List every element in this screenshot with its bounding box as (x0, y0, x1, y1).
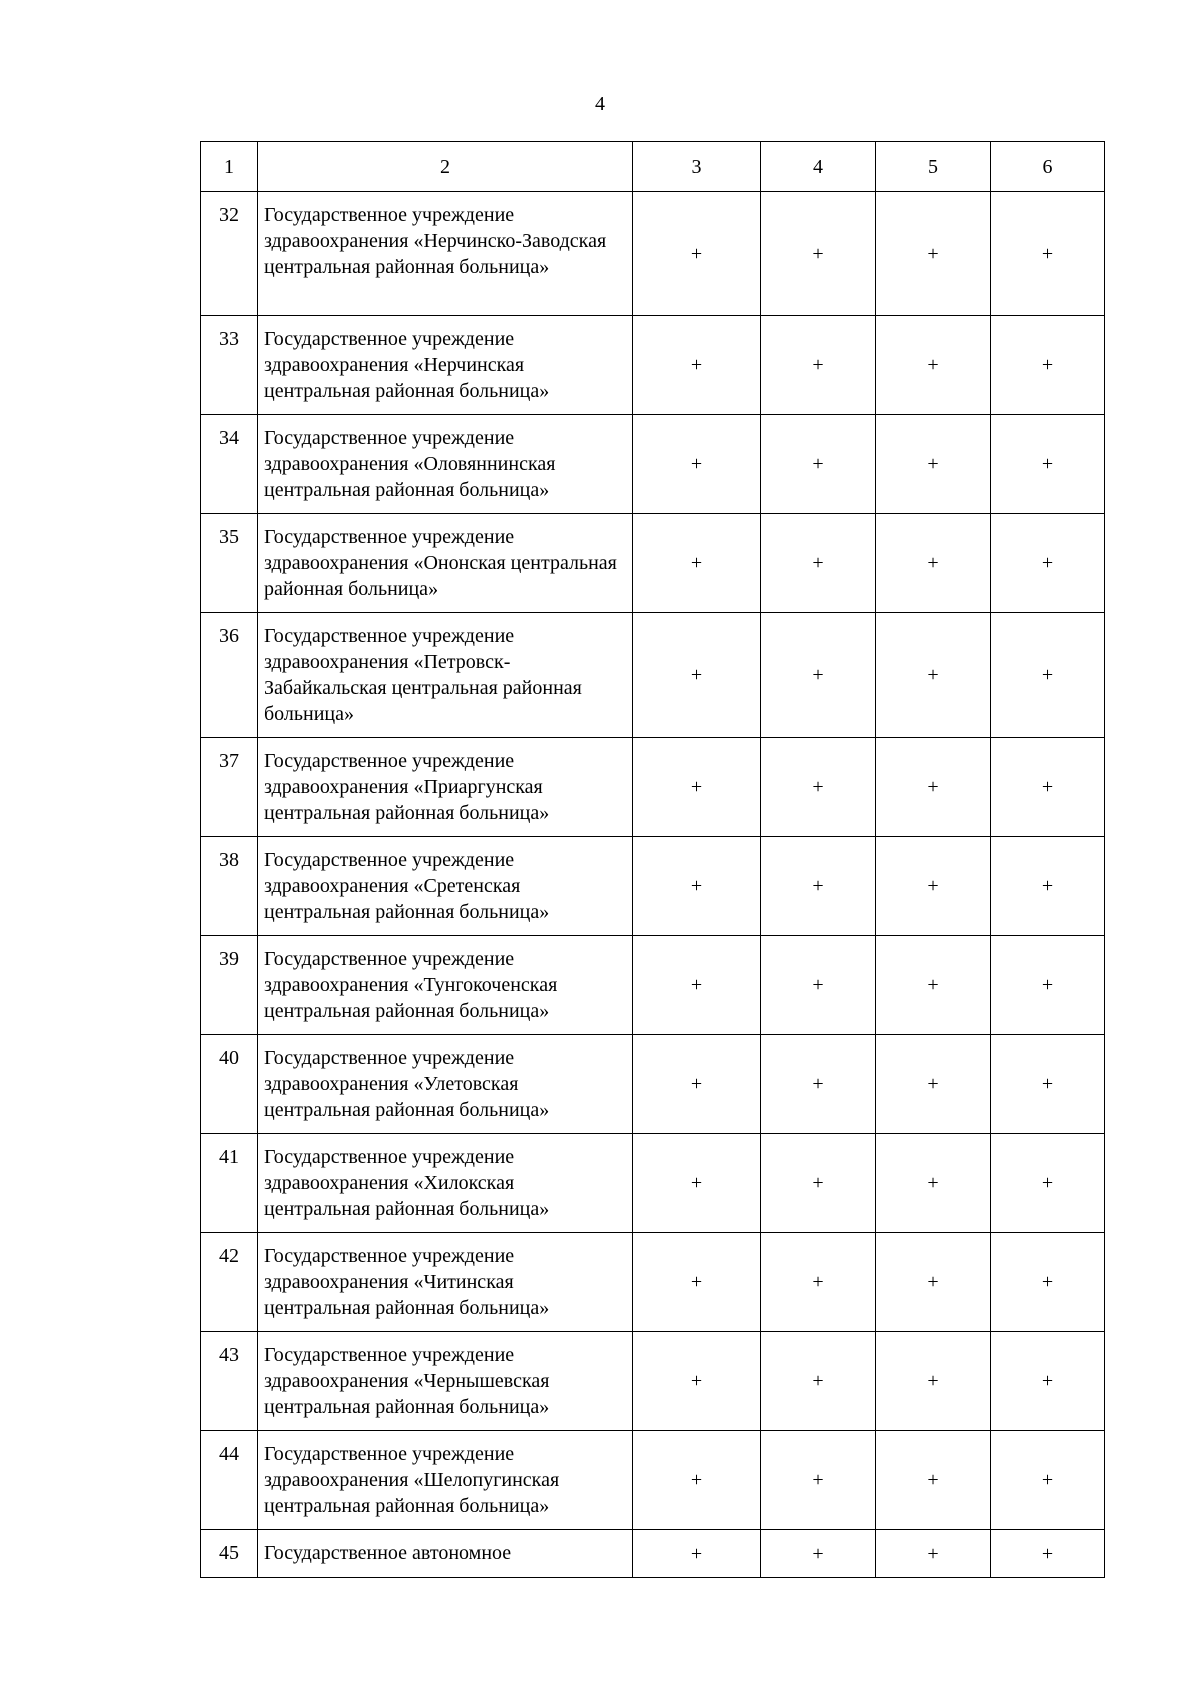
table-row (201, 1233, 1105, 1332)
mark-cell: + (761, 316, 876, 415)
table-row (201, 1332, 1105, 1431)
mark-cell: + (991, 192, 1105, 316)
mark-cell: + (761, 1332, 876, 1431)
mark-cell: + (761, 1530, 876, 1578)
mark-cell: + (876, 316, 991, 415)
mark-cell: + (991, 316, 1105, 415)
mark-cell: + (991, 738, 1105, 837)
mark-cell: + (991, 1332, 1105, 1431)
row-number: 36 (201, 613, 258, 738)
mark-cell: + (991, 514, 1105, 613)
mark-cell: + (876, 1530, 991, 1578)
mark-cell: + (633, 1530, 761, 1578)
row-number: 45 (201, 1530, 258, 1578)
institution-name: Государственное учреждение здравоохранения «Нерчинская центральная районная больница» (258, 316, 633, 415)
table-header-row (201, 142, 1105, 192)
institution-name: Государственное учреждение здравоохранения «Нерчинско-Заводская центральная районная больница» (258, 192, 633, 316)
table-row (201, 1035, 1105, 1134)
row-number: 33 (201, 316, 258, 415)
table-row (201, 936, 1105, 1035)
mark-cell: + (633, 316, 761, 415)
mark-cell: + (991, 837, 1105, 936)
institution-name: Государственное учреждение здравоохранения «Хилокская центральная районная больница» (258, 1134, 633, 1233)
mark-cell: + (991, 936, 1105, 1035)
mark-cell: + (876, 837, 991, 936)
mark-cell: + (876, 514, 991, 613)
mark-cell: + (991, 1530, 1105, 1578)
institution-name: Государственное учреждение здравоохранения «Читинская центральная районная больница» (258, 1233, 633, 1332)
mark-cell: + (761, 415, 876, 514)
row-number: 34 (201, 415, 258, 514)
mark-cell: + (761, 1431, 876, 1530)
table-row (201, 1431, 1105, 1530)
mark-cell: + (876, 1233, 991, 1332)
mark-cell: + (761, 613, 876, 738)
mark-cell: + (633, 192, 761, 316)
table-row (201, 1530, 1105, 1578)
mark-cell: + (876, 738, 991, 837)
header-cell: 4 (761, 142, 876, 192)
mark-cell: + (761, 1233, 876, 1332)
header-cell: 2 (258, 142, 633, 192)
mark-cell: + (633, 837, 761, 936)
mark-cell: + (761, 514, 876, 613)
mark-cell: + (761, 738, 876, 837)
mark-cell: + (876, 192, 991, 316)
mark-cell: + (991, 1134, 1105, 1233)
mark-cell: + (876, 1035, 991, 1134)
mark-cell: + (876, 936, 991, 1035)
mark-cell: + (633, 415, 761, 514)
mark-cell: + (633, 1431, 761, 1530)
mark-cell: + (876, 415, 991, 514)
header-cell: 1 (201, 142, 258, 192)
institutions-table (200, 141, 1105, 1578)
header-cell: 6 (991, 142, 1105, 192)
mark-cell: + (991, 1431, 1105, 1530)
institution-name: Государственное учреждение здравоохранения «Петровск-Забайкальская центральная районная больница» (258, 613, 633, 738)
institution-name: Государственное учреждение здравоохранения «Шелопугинская центральная районная больница» (258, 1431, 633, 1530)
institution-name: Государственное учреждение здравоохранения «Тунгокоченская центральная районная больница» (258, 936, 633, 1035)
row-number: 44 (201, 1431, 258, 1530)
row-number: 40 (201, 1035, 258, 1134)
mark-cell: + (761, 1035, 876, 1134)
mark-cell: + (761, 936, 876, 1035)
row-number: 32 (201, 192, 258, 316)
institution-name: Государственное учреждение здравоохранения «Приаргунская центральная районная больница» (258, 738, 633, 837)
row-number: 41 (201, 1134, 258, 1233)
header-cell: 5 (876, 142, 991, 192)
row-number: 35 (201, 514, 258, 613)
table-row (201, 738, 1105, 837)
table-row (201, 613, 1105, 738)
institution-name: Государственное учреждение здравоохранения «Ононская центральная районная больница» (258, 514, 633, 613)
mark-cell: + (991, 613, 1105, 738)
table-row (201, 415, 1105, 514)
institution-name: Государственное автономное (258, 1530, 633, 1578)
header-cell: 3 (633, 142, 761, 192)
mark-cell: + (991, 1035, 1105, 1134)
mark-cell: + (633, 936, 761, 1035)
mark-cell: + (761, 192, 876, 316)
table-row (201, 316, 1105, 415)
row-number: 37 (201, 738, 258, 837)
row-number: 43 (201, 1332, 258, 1431)
table-row (201, 1134, 1105, 1233)
table-row (201, 514, 1105, 613)
mark-cell: + (633, 1332, 761, 1431)
mark-cell: + (876, 1332, 991, 1431)
mark-cell: + (991, 1233, 1105, 1332)
mark-cell: + (633, 1035, 761, 1134)
mark-cell: + (761, 837, 876, 936)
table-row (201, 837, 1105, 936)
mark-cell: + (633, 514, 761, 613)
institution-name: Государственное учреждение здравоохранения «Чернышевская центральная районная больница» (258, 1332, 633, 1431)
mark-cell: + (991, 415, 1105, 514)
mark-cell: + (876, 1134, 991, 1233)
row-number: 39 (201, 936, 258, 1035)
mark-cell: + (876, 613, 991, 738)
mark-cell: + (633, 613, 761, 738)
mark-cell: + (876, 1431, 991, 1530)
mark-cell: + (633, 1134, 761, 1233)
row-number: 42 (201, 1233, 258, 1332)
institution-name: Государственное учреждение здравоохранения «Оловяннинская центральная районная больница» (258, 415, 633, 514)
row-number: 38 (201, 837, 258, 936)
table-row (201, 192, 1105, 316)
mark-cell: + (633, 1233, 761, 1332)
institution-name: Государственное учреждение здравоохранения «Улетовская центральная районная больница» (258, 1035, 633, 1134)
mark-cell: + (633, 738, 761, 837)
institution-name: Государственное учреждение здравоохранения «Сретенская центральная районная больница» (258, 837, 633, 936)
mark-cell: + (761, 1134, 876, 1233)
page-number: 4 (595, 93, 605, 115)
